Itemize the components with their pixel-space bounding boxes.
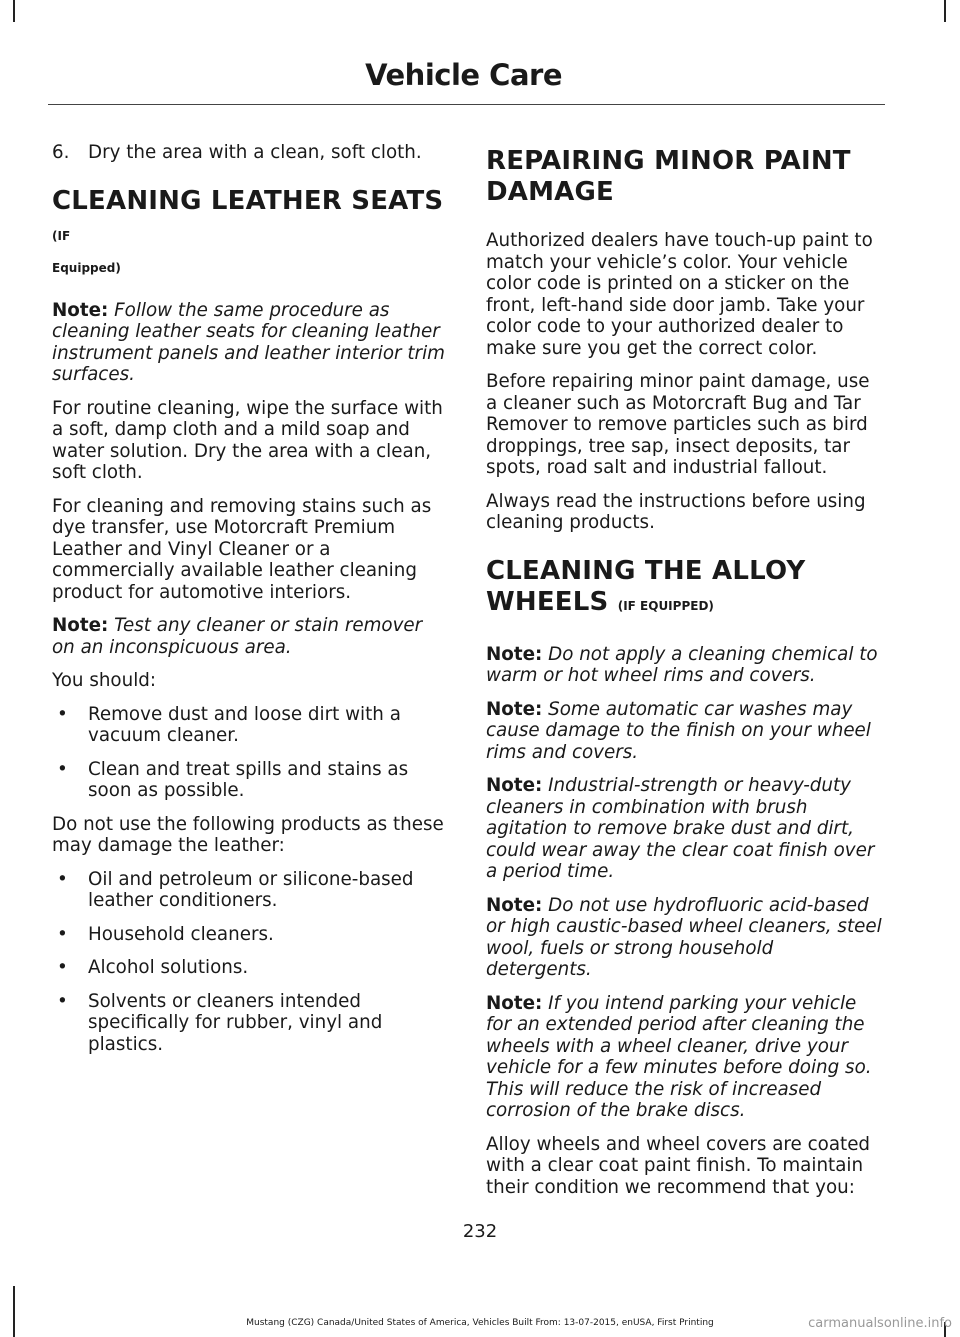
- note-label: Note:: [486, 894, 543, 916]
- bullet: •: [57, 703, 68, 725]
- list-item: [52, 991, 450, 1056]
- note-wheels-2: [486, 699, 884, 764]
- note-label: Note:: [486, 992, 543, 1014]
- heading-qualifier-text: Equipped): [52, 260, 121, 275]
- list-item: [52, 704, 450, 747]
- heading-text: CLEANING LEATHER SEATS: [52, 185, 444, 216]
- paragraph-before-repairing: Before repairing minor paint damage, use a cleaner such as Motorcraft Bug and Tar Remover to remove particles such as bird droppings, tree sap, insect deposits, tar spots, road salt and industrial fallout.: [486, 371, 870, 478]
- list-item-text: Clean and treat spills and stains as soon as possible.: [88, 758, 409, 801]
- note-text: Do not use hydrofluoric acid-based or high caustic-based wheel cleaners, steel wool, fuels or strong household detergents.: [486, 894, 882, 980]
- note-text: If you intend parking your vehicle for an extended period after cleaning the wheels with a wheel cleaner, drive your vehicle for a few minutes before doing so. This will reduce the risk of increased corrosion of the brake discs.: [486, 992, 872, 1121]
- note-text: Follow the same procedure as cleaning leather seats for cleaning leather instrument panels and leather interior trim surfaces.: [52, 299, 445, 385]
- list-item: [52, 957, 450, 979]
- bullet: •: [57, 758, 68, 780]
- step-number: 6.: [52, 142, 70, 163]
- crop-mark-top-left: [13, 0, 15, 22]
- paragraph-read-instructions: Always read the instructions before using cleaning products.: [486, 490, 866, 533]
- note-text: Test any cleaner or stain remover on an inconspicuous area.: [52, 615, 423, 658]
- note-wheels-1: [486, 644, 884, 687]
- page-number: 232: [462, 1221, 498, 1242]
- list-item-text: Remove dust and loose dirt with a vacuum cleaner.: [88, 703, 401, 746]
- crop-mark-bottom-left: [13, 1286, 15, 1337]
- crop-mark-top-right: [944, 0, 946, 22]
- section-heading-repairing-paint: [486, 146, 884, 177]
- bullet: •: [57, 923, 68, 945]
- paragraph-routine-cleaning: For routine cleaning, wipe the surface with a soft, damp cloth and a mild soap and water solution. Dry the area with a clean, soft cloth.: [52, 397, 443, 483]
- heading-qualifier: (IF EQUIPPED): [617, 598, 714, 613]
- note-label: Note:: [486, 775, 543, 796]
- watermark: carmanualsonline.info: [808, 1316, 952, 1331]
- heading-line-2: WHEELS: [486, 586, 609, 617]
- note-label: Note:: [52, 615, 109, 636]
- note-label: Note:: [486, 698, 543, 720]
- section-heading-repairing-paint-line-2: [486, 177, 884, 208]
- note-wheels-5: [486, 993, 884, 1122]
- list-item: [52, 869, 450, 912]
- note-wheels-4: [486, 895, 884, 981]
- note-2: [52, 615, 450, 658]
- list-item: [52, 759, 450, 802]
- paragraph-alloy-wheels-coating: Alloy wheels and wheel covers are coated with a clear coat paint finish. To maintain their condition we recommend that you:: [486, 1133, 871, 1198]
- note-label: Note:: [486, 643, 543, 665]
- paragraph-you-should: You should:: [52, 670, 157, 691]
- note-1: [52, 300, 450, 386]
- list-item-text: Alcohol solutions.: [88, 957, 249, 978]
- bullet: •: [57, 957, 68, 978]
- header-divider: [48, 104, 885, 105]
- section-heading-alloy-wheels-line-2: [486, 587, 884, 622]
- list-item-text: Solvents or cleaners intended specifically for rubber, vinyl and plastics.: [88, 990, 383, 1055]
- note-text: Do not apply a cleaning chemical to warm or hot wheel rims and covers.: [486, 643, 878, 686]
- paragraph-touch-up-paint: Authorized dealers have touch-up paint to match your vehicle’s color. Your vehicle color code is printed on a sticker on the front, left-hand side door jamb. Take your color code to your authorized dealer to make sure you get the correct color.: [486, 230, 873, 359]
- section-heading-cleaning-leather-seats: [52, 186, 450, 252]
- bullet: •: [57, 990, 68, 1012]
- list-item-text: Oil and petroleum or silicone-based leather conditioners.: [88, 868, 414, 911]
- list-item-text: Household cleaners.: [88, 923, 274, 945]
- right-column: [486, 146, 884, 1210]
- note-label: Note:: [52, 299, 109, 321]
- left-column: [52, 142, 450, 1067]
- paragraph-removing-stains: For cleaning and removing stains such as dye transfer, use Motorcraft Premium Leather and Vinyl Cleaner or a commercially available leather cleaning product for automotive interiors.: [52, 495, 432, 603]
- note-wheels-3: [486, 775, 884, 883]
- note-text: Some automatic car washes may cause damage to the finish on your wheel rims and covers.: [486, 698, 871, 763]
- heading-line-2: DAMAGE: [486, 177, 615, 207]
- footer-text: Mustang (CZG) Canada/United States of America, Vehicles Built From: 13-07-2015, enUSA, First Printing: [246, 1318, 714, 1328]
- section-heading-alloy-wheels: [486, 556, 884, 587]
- bullet: •: [57, 868, 68, 890]
- page-header-title: Vehicle Care: [365, 58, 562, 92]
- heading-line-1: REPAIRING MINOR PAINT: [486, 146, 851, 176]
- paragraph-do-not-use: Do not use the following products as these may damage the leather:: [52, 813, 444, 856]
- heading-qualifier-continued: [52, 258, 450, 278]
- list-item: [52, 924, 450, 946]
- step-6: [52, 142, 450, 164]
- heading-line-1: CLEANING THE ALLOY: [486, 555, 806, 586]
- heading-qualifier: (IF: [52, 228, 71, 243]
- step-text: Dry the area with a clean, soft cloth.: [88, 142, 422, 163]
- note-text: Industrial-strength or heavy-duty cleaners in combination with brush agitation to remove brake dust and dirt, could wear away the clear coat finish over a period time.: [486, 775, 875, 882]
